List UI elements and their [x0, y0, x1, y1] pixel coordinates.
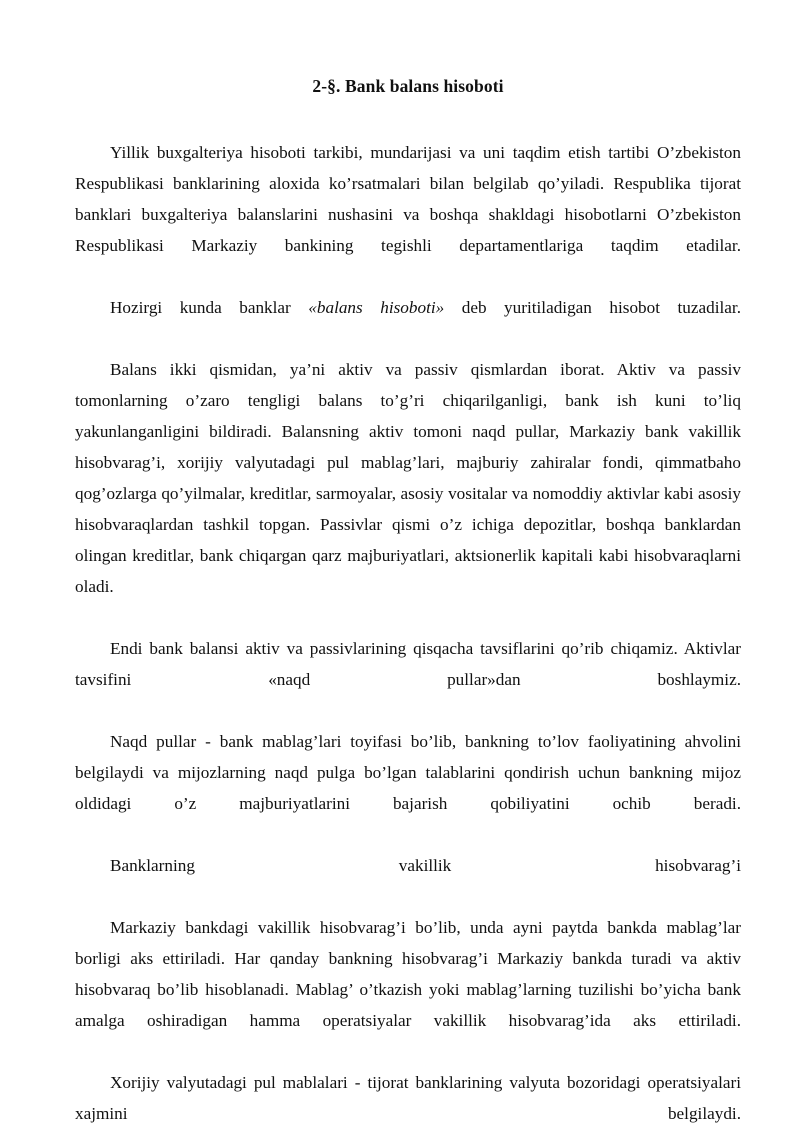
document-content [75, 0, 741, 1131]
page-title: 2-§. Bank balans hisoboti [312, 76, 504, 96]
paragraph-3: Balans ikki qismidan, ya’ni aktiv va passiv qismlardan iborat. Aktiv va passiv tomonlarning o’zaro tengligi balans to’g’ri chiqarilganligi, bank ish kuni to’liq yakunlanganligini bildiradi. Balansning aktiv tomoni naqd pullar, Markaziy bank vakillik hisobvarag’i, xorijiy valyutadagi pul mablag’lari, majburiy zahiralar fondi, qimmatbaho qog’ozlarga qo’yilmalar, kreditlar, sarmoyalar, asosiy vositalar va nomoddiy aktivlar kabi asosiy hisobvaraqlardan tashkil topgan. Passivlar qismi o’z ichiga depozitlar, boshqa banklardan olingan kreditlar, bank chiqargan qarz majburiyatlari, aktsionerlik kapitali kabi hisobvaraqlarni oladi. [75, 360, 741, 596]
paragraph-2-italic-term: «balans hisoboti» [308, 298, 445, 317]
paragraph-4: Endi bank balansi aktiv va passivlarining qisqacha tavsiflarini qo’rib chiqamiz. Aktivlar tavsifini «naqd pullar»dan boshlaymiz. [75, 639, 741, 689]
paragraph-7: Markaziy bankdagi vakillik hisobvarag’i bo’lib, unda ayni paytda bankda mablag’lar borligi aks ettiriladi. Har qanday bankning hisobvarag’i Markaziy bankda turadi va aktiv hisobvaraq bo’lib hisoblanadi. Mablag’ o’tkazish yoki mablag’larning tuzilishi bo’yicha bank amalga oshiradigan hamma operatsiyalar vakillik hisobvarag’ida aks ettiriladi. [75, 918, 741, 1030]
paragraph-1: Yillik buxgalteriya hisoboti tarkibi, mundarijasi va uni taqdim etish tartibi O’zbekiston Respublikasi banklarining aloxida ko’rsatmalari bilan belgilab qo’yiladi. Respublika tijorat banklari buxgalteriya balanslarini nushasini va boshqa shakldagi hisobotlarni O’zbekiston Respublikasi Markaziy bankining tegishli departamentlariga taqdim etadilar. [75, 143, 741, 255]
paragraph-8: Xorijiy valyutadagi pul mablalari - tijorat banklarining valyuta bozoridagi operatsiyalari xajmini belgilaydi. [75, 1073, 741, 1123]
paragraph-5: Naqd pullar - bank mablag’lari toyifasi bo’lib, bankning to’lov faoliyatining ahvolini belgilaydi va mijozlarning naqd pulga bo’lgan talablarini qondirish uchun bankning mijoz oldidagi o’z majburiyatlarini bajarish qobiliyatini ochib beradi. [75, 732, 741, 813]
document-body [75, 137, 741, 1131]
paragraph-2-lead: Hozirgi kunda banklar [110, 298, 309, 317]
paragraph-2 [75, 292, 741, 354]
paragraph-2-tail: deb yuritiladigan hisobot tuzadilar. [444, 298, 742, 317]
paragraph-6-subheading: Banklarning vakillik hisobvarag’i [110, 856, 741, 875]
